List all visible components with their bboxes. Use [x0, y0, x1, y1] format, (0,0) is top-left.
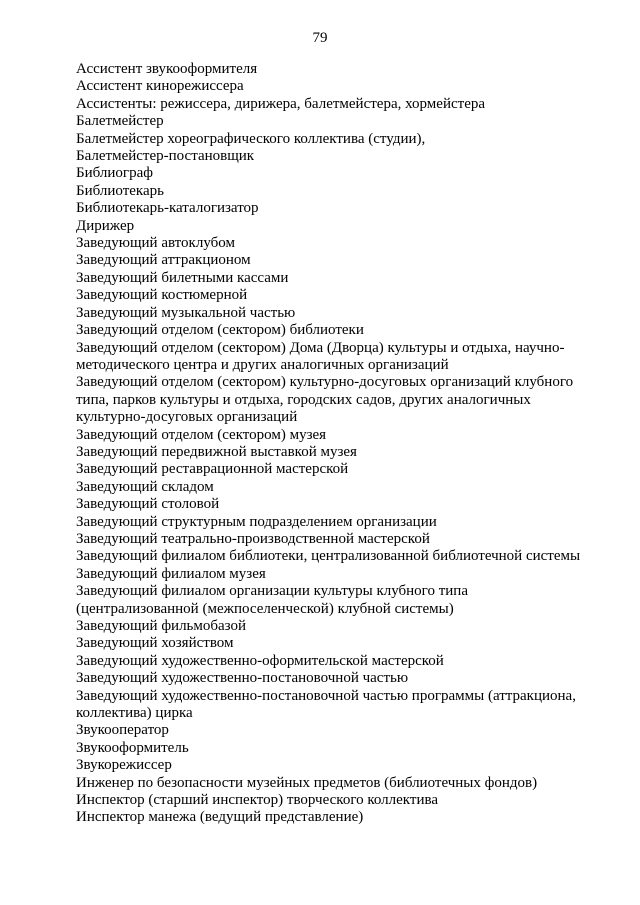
list-item: Заведующий музыкальной частью [76, 304, 296, 321]
list-item: Библиограф [76, 165, 153, 182]
list-item: Балетмейстер хореографического коллектива (студии), [76, 130, 426, 147]
list-item: Заведующий аттракционом [76, 252, 251, 269]
list-item: Балетмейстер [76, 113, 164, 130]
list-item: Ассистент звукооформителя [76, 61, 258, 77]
list-item: Заведующий художественно-постановочной частью программы (аттракциона, коллектива) цирка [76, 687, 576, 722]
list-item: Заведующий костюмерной [76, 287, 248, 304]
list-item: Библиотекарь-каталогизатор [76, 200, 259, 217]
list-item: Звукооформитель [76, 739, 189, 756]
list-item: Заведующий отделом (сектором) музея [76, 426, 327, 443]
list-item: Балетмейстер-постановщик [76, 148, 255, 165]
list-item: Заведующий билетными кассами [76, 269, 289, 286]
list-item: Заведующий отделом (сектором) Дома (Дворца) культуры и отдыха, научно- методического центра и других аналогичных организаций [76, 339, 565, 373]
list-item: Библиотекарь [76, 182, 164, 199]
list-item: Заведующий автоклубом [76, 235, 235, 252]
list-item: Заведующий реставрационной мастерской [76, 461, 349, 478]
list-item: Звукооператор [76, 722, 169, 739]
list-item: Заведующий филиалом библиотеки, централизованной библиотечной системы [76, 548, 581, 565]
list-item: Заведующий фильмобазой [76, 618, 247, 634]
list-item: Заведующий театрально-производственной мастерской [76, 530, 430, 547]
position-list [76, 61, 596, 827]
list-item: Заведующий отделом (сектором) культурно-досуговых организаций клубного типа, парков культуры и отдыха, городских садов, других аналогичных культурно-досуговых организаций [76, 374, 574, 426]
list-item: Заведующий филиалом организации культуры клубного типа (централизованной (межпоселенческой) клубной системы) [76, 583, 468, 617]
list-item: Заведующий передвижной выставкой музея [76, 443, 357, 460]
list-item: Ассистент кинорежиссера [76, 78, 244, 95]
list-item: Заведующий филиалом музея [76, 565, 266, 582]
list-item: Заведующий хозяйством [76, 635, 234, 652]
list-item: Заведующий отделом (сектором) библиотеки [76, 322, 364, 339]
list-item: Заведующий столовой [76, 496, 220, 513]
list-item: Ассистенты: режиссера, дирижера, балетмейстера, хормейстера [76, 95, 486, 112]
list-item: Заведующий художественно-оформительской мастерской [76, 652, 444, 669]
page-number: 79 [312, 30, 328, 46]
list-item: Заведующий структурным подразделением организации [76, 513, 437, 530]
list-item: Звукорежиссер [76, 757, 172, 774]
list-item: Инженер по безопасности музейных предметов (библиотечных фондов) [76, 774, 538, 791]
list-item: Инспектор манежа (ведущий представление) [76, 809, 364, 826]
list-item: Заведующий складом [76, 478, 214, 495]
list-item: Инспектор (старший инспектор) творческого коллектива [76, 792, 439, 809]
list-item: Заведующий художественно-постановочной частью [76, 670, 409, 687]
list-item: Дирижер [76, 217, 135, 234]
